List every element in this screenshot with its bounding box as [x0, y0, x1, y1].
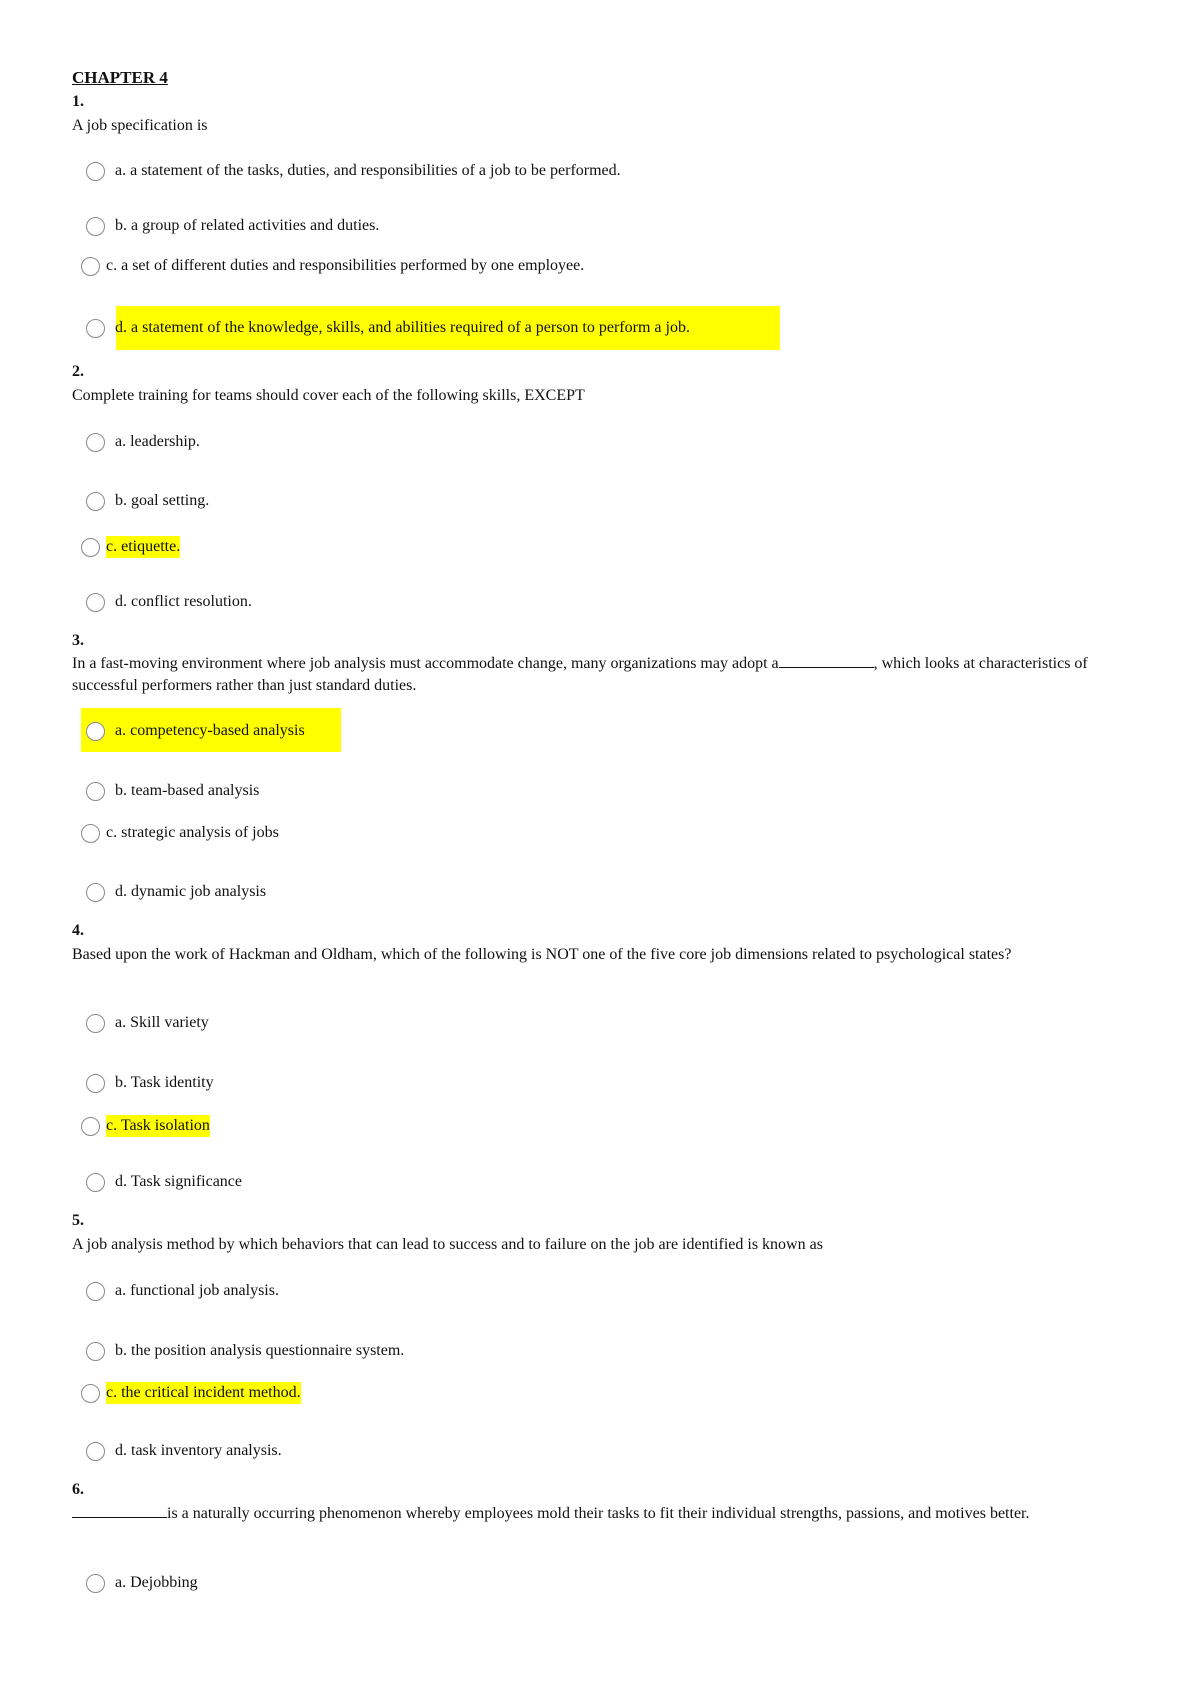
question-1-text: A job specification is [72, 117, 208, 134]
radio-button-icon[interactable] [86, 1574, 105, 1593]
option-label: b. goal setting. [115, 492, 210, 509]
question-6-number: 6. [72, 1481, 84, 1498]
question-3-option-b[interactable] [86, 776, 259, 806]
question-2-number: 2. [72, 363, 84, 380]
question-5-text: A job analysis method by which behaviors that can lead to success and to failure on the job are identified is known as [72, 1236, 823, 1253]
radio-button-icon[interactable] [86, 217, 105, 236]
question-5-option-b[interactable] [86, 1336, 404, 1366]
radio-button-icon[interactable] [81, 1384, 100, 1403]
question-1-option-b[interactable] [86, 211, 379, 241]
option-label: a. a statement of the tasks, duties, and responsibilities of a job to be performed. [115, 162, 621, 179]
question-2-option-d[interactable] [86, 587, 252, 617]
question-6-option-a[interactable] [86, 1568, 198, 1598]
radio-button-icon[interactable] [86, 1282, 105, 1301]
question-6-text-end: is a naturally occurring phenomenon whereby employees mold their tasks to fit their individual strengths, passions, and motives better. [167, 1505, 1030, 1522]
radio-button-icon[interactable] [86, 433, 105, 452]
radio-button-icon[interactable] [81, 1117, 100, 1136]
option-label: c. strategic analysis of jobs [106, 824, 279, 841]
question-5-option-a[interactable] [86, 1276, 279, 1306]
question-1-option-d[interactable] [86, 313, 690, 343]
question-6-text [72, 1503, 1112, 1525]
radio-button-icon[interactable] [86, 1074, 105, 1093]
question-5-option-c[interactable] [81, 1378, 301, 1408]
option-label: c. Task isolation [106, 1115, 210, 1137]
option-label: b. team-based analysis [115, 782, 260, 799]
question-3-number: 3. [72, 632, 84, 649]
question-2-option-a[interactable] [86, 427, 200, 457]
radio-button-icon[interactable] [86, 782, 105, 801]
question-2-text: Complete training for teams should cover each of the following skills, EXCEPT [72, 387, 585, 404]
radio-button-icon[interactable] [86, 162, 105, 181]
fill-in-blank [72, 1503, 167, 1518]
radio-button-icon[interactable] [86, 883, 105, 902]
question-2-option-b[interactable] [86, 486, 209, 516]
question-4-text: Based upon the work of Hackman and Oldham, which of the following is NOT one of the five core job dimensions related to psychological states? [72, 946, 1012, 963]
radio-button-icon[interactable] [81, 257, 100, 276]
question-1-option-a[interactable] [86, 156, 621, 186]
radio-button-icon[interactable] [86, 593, 105, 612]
radio-button-icon[interactable] [86, 492, 105, 511]
radio-button-icon[interactable] [86, 1014, 105, 1033]
option-label: a. Dejobbing [115, 1574, 198, 1591]
option-label: c. etiquette. [106, 536, 180, 558]
question-4-option-d[interactable] [86, 1167, 242, 1197]
question-3-option-c[interactable] [81, 818, 279, 848]
question-3-text [72, 653, 1112, 697]
radio-button-icon[interactable] [86, 1442, 105, 1461]
question-3-option-d[interactable] [86, 877, 266, 907]
radio-button-icon[interactable] [86, 722, 105, 741]
option-label: c. the critical incident method. [106, 1382, 301, 1404]
option-label: a. leadership. [115, 433, 200, 450]
option-label: b. the position analysis questionnaire system. [115, 1342, 405, 1359]
fill-in-blank [779, 653, 874, 668]
radio-button-icon[interactable] [86, 1342, 105, 1361]
question-2-option-c[interactable] [81, 532, 180, 562]
question-1-number: 1. [72, 93, 84, 110]
option-label: a. functional job analysis. [115, 1282, 279, 1299]
option-label: d. Task significance [115, 1173, 242, 1190]
option-label: b. a group of related activities and duties. [115, 217, 380, 234]
radio-button-icon[interactable] [81, 538, 100, 557]
question-1-option-c[interactable] [81, 251, 584, 281]
question-4-option-b[interactable] [86, 1068, 214, 1098]
question-4-number: 4. [72, 922, 84, 939]
question-4-option-c[interactable] [81, 1111, 210, 1141]
question-4-option-a[interactable] [86, 1008, 209, 1038]
option-label: d. a statement of the knowledge, skills, and abilities required of a person to perform a job. [115, 319, 690, 336]
radio-button-icon[interactable] [86, 1173, 105, 1192]
option-label: b. Task identity [115, 1074, 214, 1091]
option-label: d. task inventory analysis. [115, 1442, 282, 1459]
option-label: d. conflict resolution. [115, 593, 252, 610]
question-5-option-d[interactable] [86, 1436, 282, 1466]
radio-button-icon[interactable] [81, 824, 100, 843]
option-label: c. a set of different duties and responsibilities performed by one employee. [106, 257, 585, 274]
option-label: d. dynamic job analysis [115, 883, 267, 900]
option-label: a. competency-based analysis [115, 722, 305, 739]
option-label: a. Skill variety [115, 1014, 209, 1031]
question-3-text-start: In a fast-moving environment where job analysis must accommodate change, many organizations may adopt a [72, 655, 779, 672]
chapter-title: CHAPTER 4 [72, 68, 168, 87]
question-5-number: 5. [72, 1212, 84, 1229]
question-3-text-end: , which looks at characteristics of successful performers rather than just standard duties. [72, 655, 1088, 694]
radio-button-icon[interactable] [86, 319, 105, 338]
question-3-option-a[interactable] [86, 716, 305, 746]
